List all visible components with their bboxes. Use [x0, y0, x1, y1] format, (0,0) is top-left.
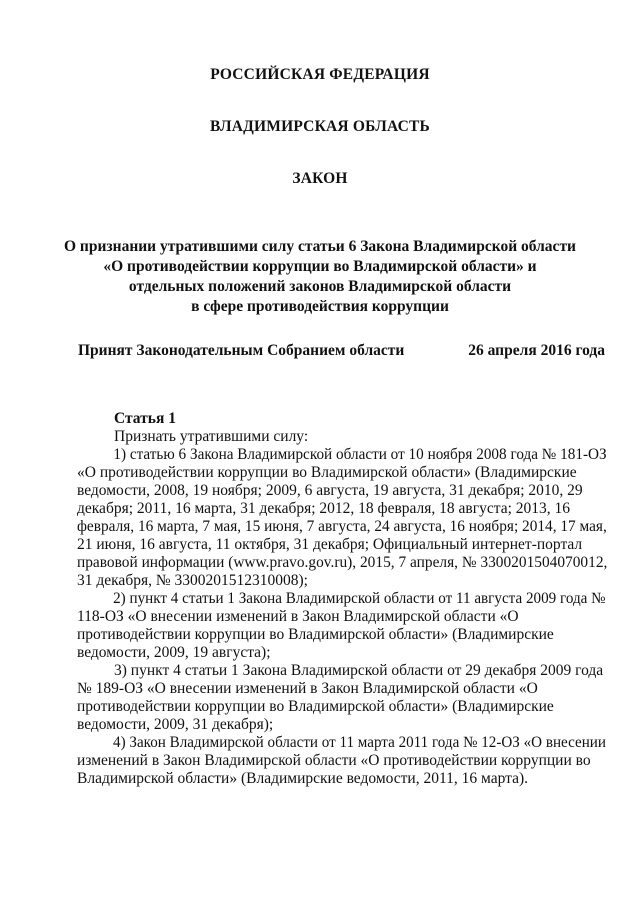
- article-line: противодействии коррупции во Владимирской области» (Владимирские: [77, 698, 554, 715]
- article-heading: Статья 1: [114, 410, 176, 427]
- law-title-line: «О противодействии коррупции во Владимирской области» и: [103, 258, 537, 275]
- article-line: 4) Закон Владимирской области от 11 марта 2011 года № 12-ОЗ «О внесении: [113, 734, 606, 751]
- article-line: февраля, 16 марта, 7 мая, 15 июня, 7 августа, 24 августа, 16 ноября; 2014, 17 мая,: [77, 518, 607, 535]
- article-line: противодействии коррупции во Владимирской области» (Владимирские: [77, 626, 554, 643]
- country-heading: РОССИЙСКАЯ ФЕДЕРАЦИЯ: [210, 66, 430, 83]
- law-title-line: отдельных положений законов Владимирской области: [128, 278, 512, 295]
- article-line: 31 декабря, № 3300201512310008);: [77, 572, 308, 589]
- article-intro: Признать утратившими силу:: [114, 428, 309, 445]
- adopted-by: Принят Законодательным Собранием области: [78, 342, 405, 359]
- article-line: Владимирской области» (Владимирские ведомости, 2011, 16 марта).: [77, 770, 529, 787]
- article-line: декабря; 2011, 16 марта, 31 декабря; 2012, 18 февраля, 18 августа; 2013, 16: [77, 500, 571, 517]
- adopted-date: 26 апреля 2016 года: [468, 342, 605, 359]
- article-line: ведомости, 2009, 19 августа);: [77, 644, 271, 661]
- article-line: 2) пункт 4 статьи 1 Закона Владимирской области от 11 августа 2009 года №: [113, 590, 606, 607]
- article-line: «О противодействии коррупции во Владимирской области» (Владимирские: [77, 464, 577, 481]
- article-line: ведомости, 2009, 31 декабря);: [77, 716, 274, 733]
- article-line: 1) статью 6 Закона Владимирской области от 10 ноября 2008 года № 181-ОЗ: [113, 446, 607, 463]
- law-title-line: в сфере противодействия коррупции: [191, 298, 449, 315]
- article-line: 3) пункт 4 статьи 1 Закона Владимирской области от 29 декабря 2009 года: [114, 662, 604, 679]
- doc-type-heading: ЗАКОН: [292, 170, 348, 187]
- article-line: изменений в Закон Владимирской области «О противодействии коррупции во: [77, 752, 591, 769]
- law-title: [60, 237, 580, 317]
- article-line: 118-ОЗ «О внесении изменений в Закон Владимирской области «О: [77, 608, 519, 625]
- article-1: [77, 410, 607, 788]
- article-line: № 189-ОЗ «О внесении изменений в Закон Владимирской области «О: [77, 680, 538, 697]
- article-line: 21 июня, 16 августа, 11 октября, 31 декабря; Официальный интернет-портал: [77, 536, 583, 553]
- article-line: правовой информации (www.pravo.gov.ru), 2015, 7 апреля, № 3300201504070012,: [77, 554, 608, 571]
- region-heading: ВЛАДИМИРСКАЯ ОБЛАСТЬ: [210, 118, 430, 135]
- law-title-line: О признании утратившими силу статьи 6 Закона Владимирской области: [64, 238, 576, 255]
- article-line: ведомости, 2008, 19 ноября; 2009, 6 августа, 19 августа, 31 декабря; 2010, 29: [77, 482, 583, 499]
